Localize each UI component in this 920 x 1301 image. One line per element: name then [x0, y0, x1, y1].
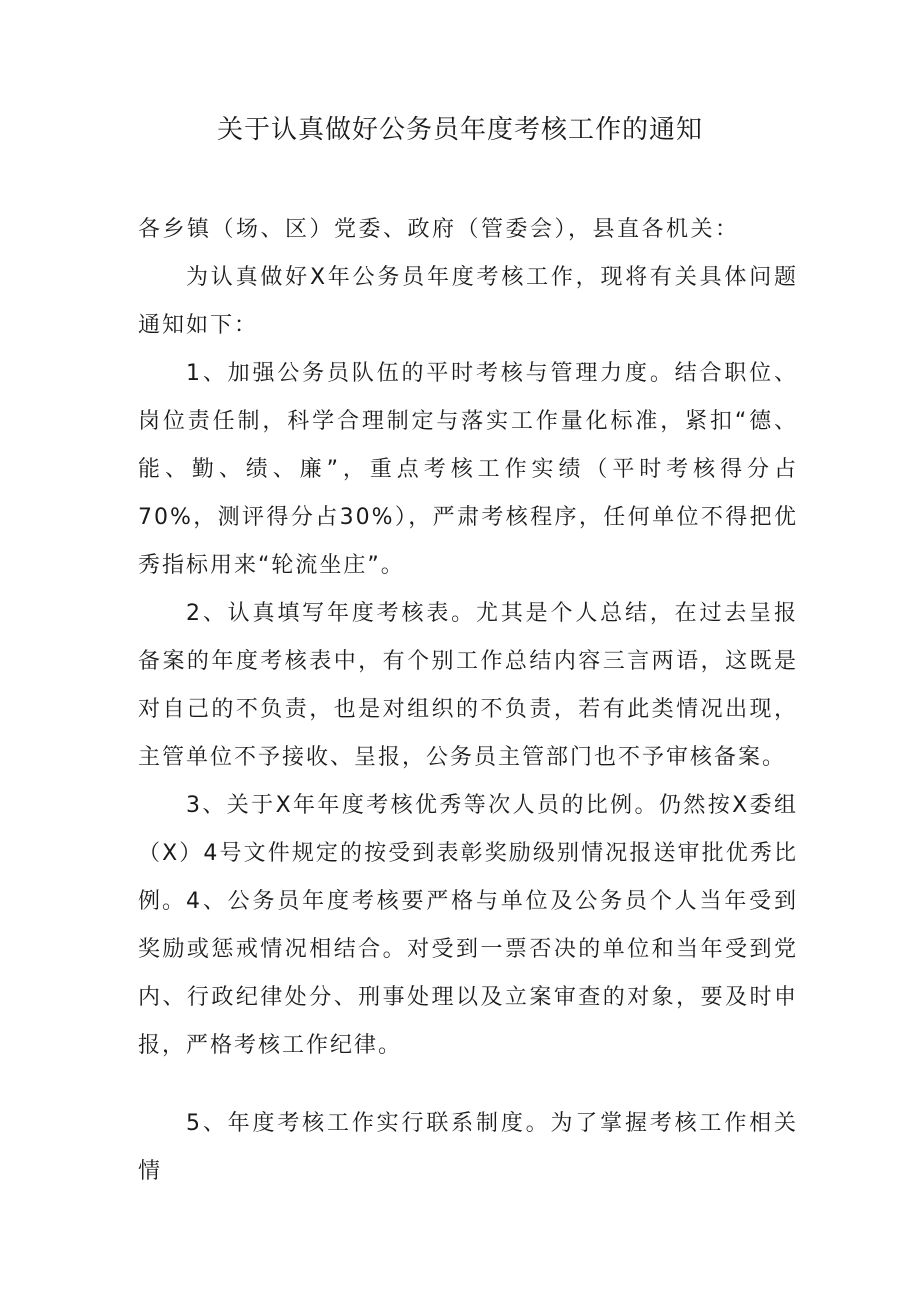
salutation: 各乡镇（场、区）党委、政府（管委会），县直各机关： [138, 217, 740, 242]
paragraph-item-3: 3、关于X年年度考核优秀等次人员的比例。仍然按X委组（X）4号文件规定的按受到表彰奖励级别情况报送审批优秀比例。 [138, 793, 798, 914]
paragraph-item-5: 5、年度考核工作实行联系制度。为了掌握考核工作相关情 [138, 1111, 798, 1184]
paragraph-item-1: 1、加强公务员队伍的平时考核与管理力度。结合职位、岗位责任制，科学合理制定与落实工作量化标准，紧扣“德、能、勤、绩、廉”，重点考核工作实绩（平时考核得分占70%，测评得分占30%），严肃考核程序，任何单位不得把优秀指标用来“轮流坐庄”。 [138, 361, 798, 578]
paragraph-intro: 为认真做好X年公务员年度考核工作，现将有关具体问题通知如下： [138, 265, 798, 338]
paragraph-item-2: 2、认真填写年度考核表。尤其是个人总结，在过去呈报备案的年度考核表中，有个别工作总结内容三言两语，这既是对自己的不负责，也是对组织的不负责，若有此类情况出现，主管单位不予接收、呈报，公务员主管部门也不予审核备案。 [138, 601, 798, 770]
paragraph-item-4: 4、公务员年度考核要严格与单位及公务员个人当年受到奖励或惩戒情况相结合。对受到一票否决的单位和当年受到党内、行政纪律处分、刑事处理以及立案审查的对象，要及时申报，严格考核工作纪律。 [138, 889, 798, 1058]
document-title: 关于认真做好公务员年度考核工作的通知 [216, 115, 703, 145]
